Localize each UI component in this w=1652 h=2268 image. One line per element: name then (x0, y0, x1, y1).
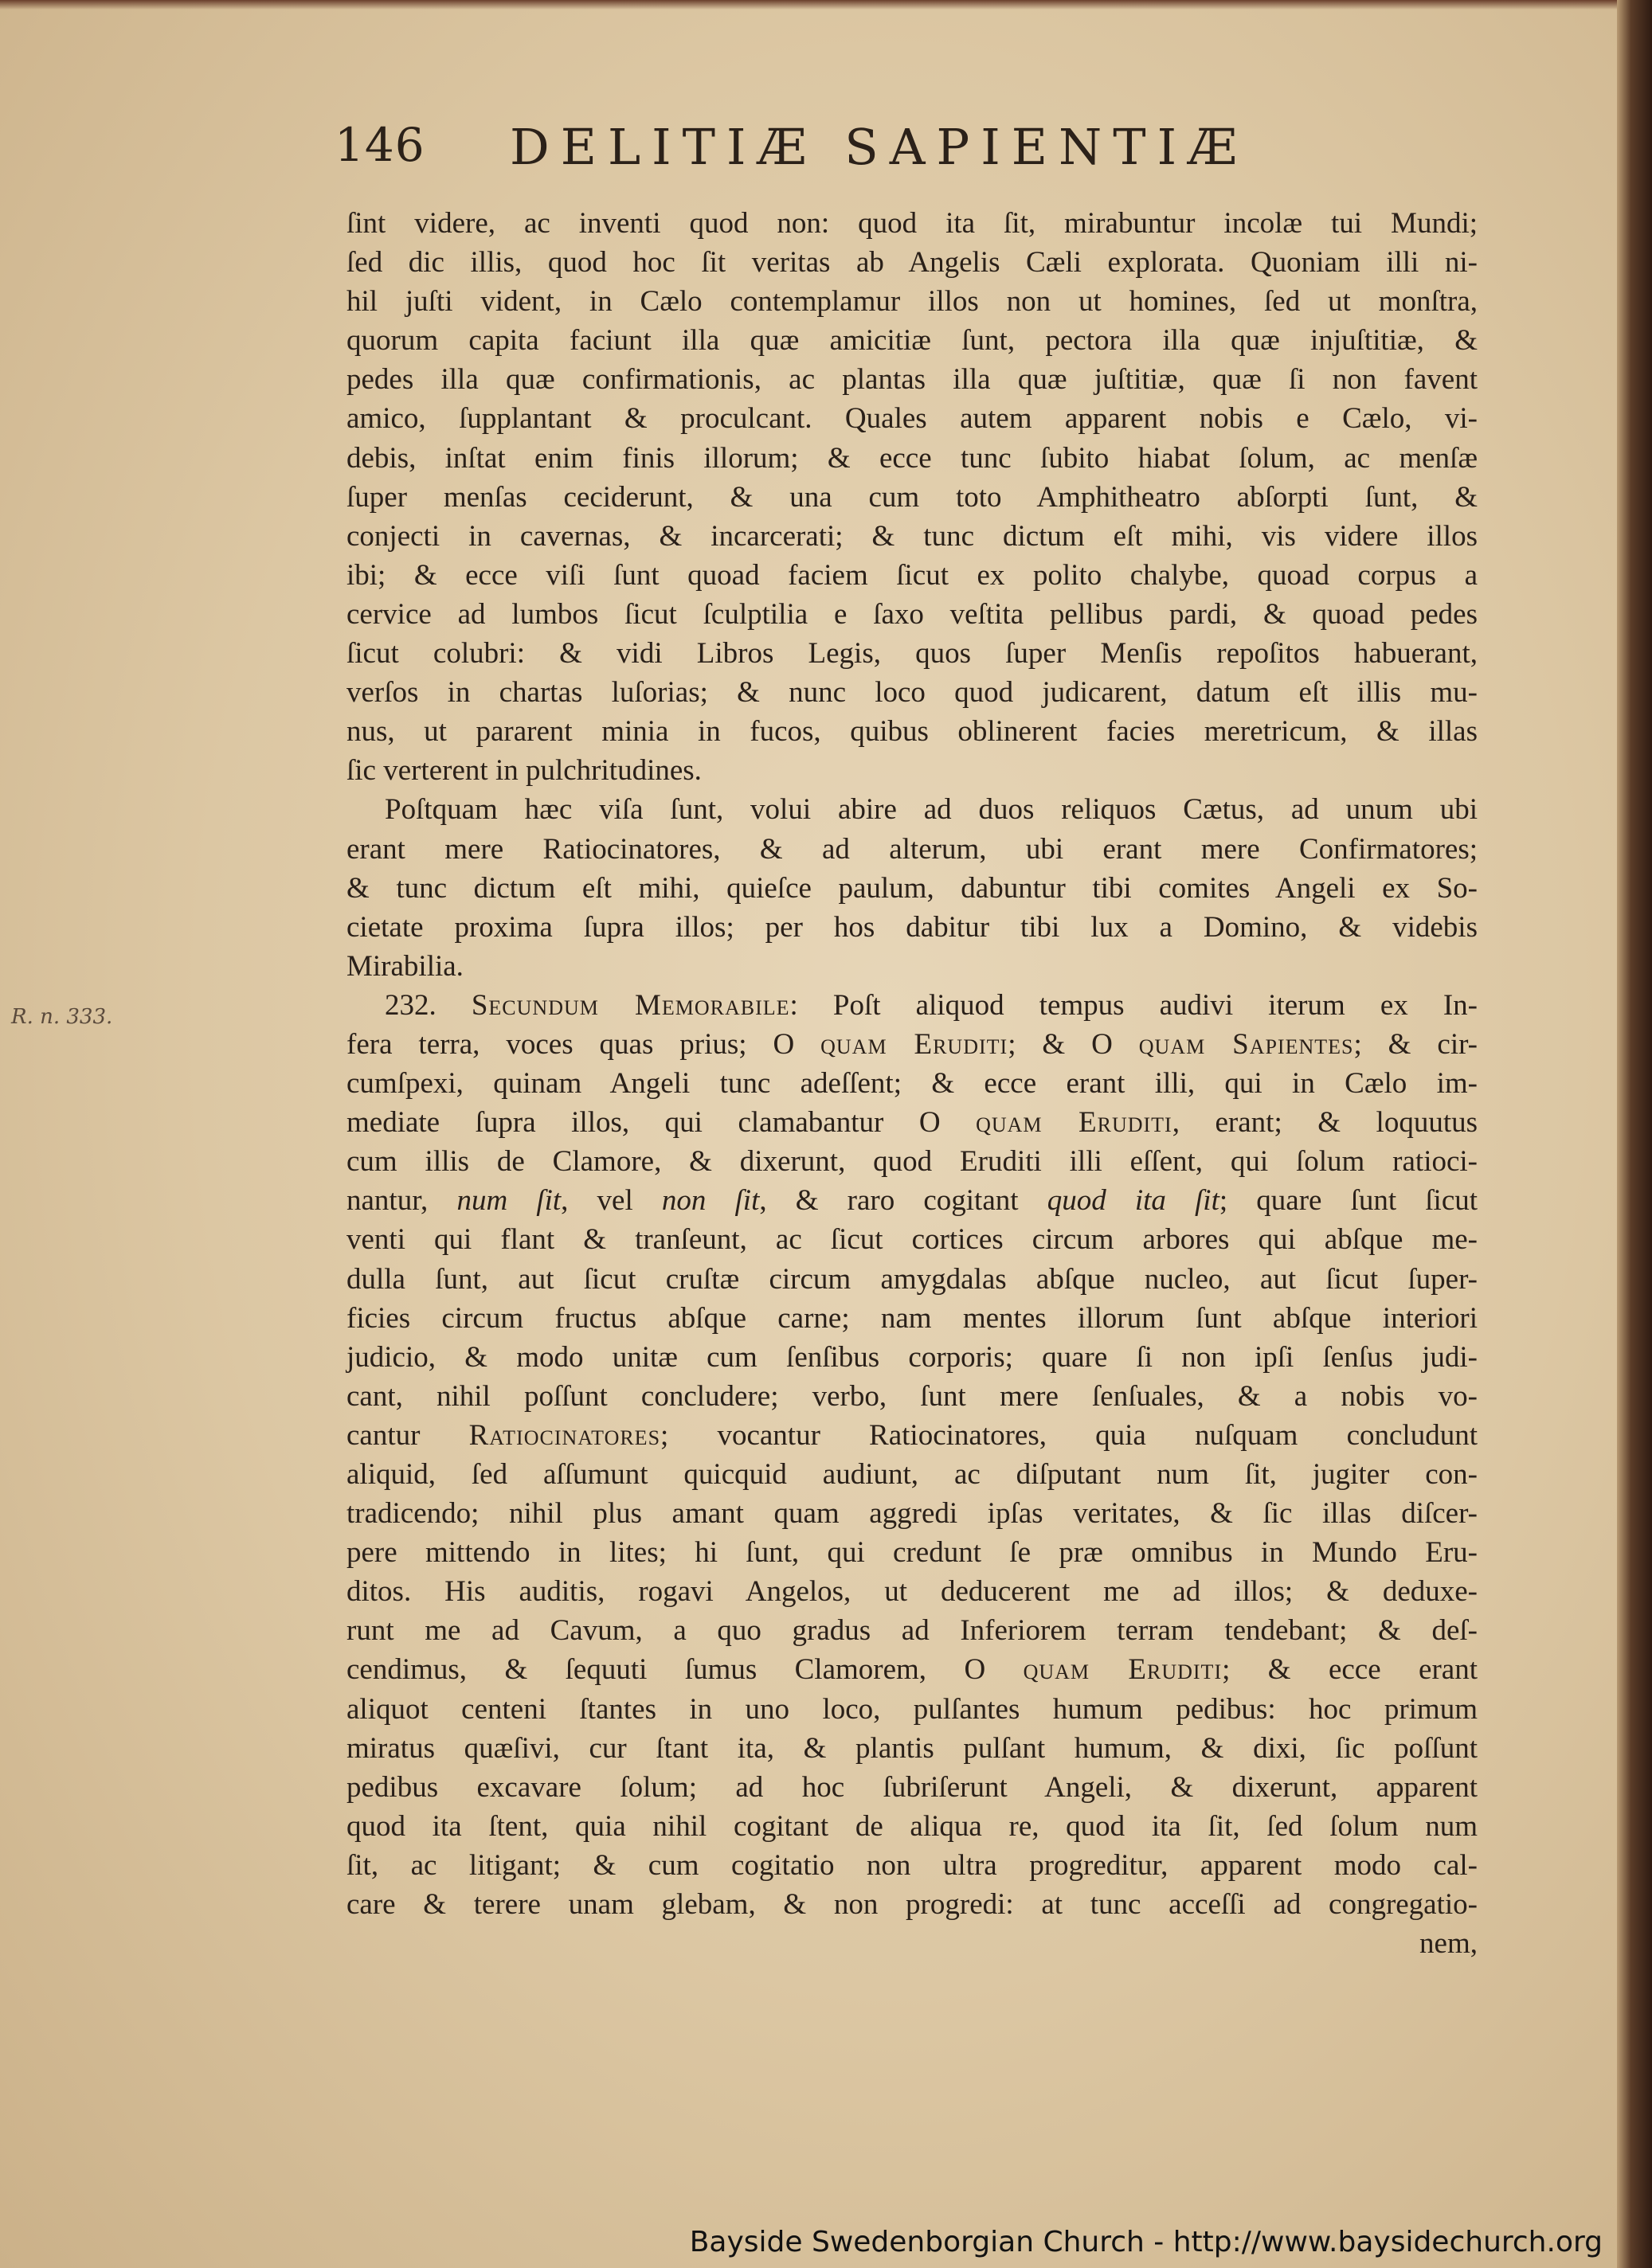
text-line: aliquot centeni ſtantes in uno loco, pulſantes humum pedibus: hoc primum (346, 1692, 1478, 1726)
text-run: nantur, (346, 1184, 457, 1218)
text-run: ; quare ſunt ſicut (1219, 1184, 1478, 1218)
text-run: cantur (346, 1418, 469, 1452)
text-line: amico, ſupplantant & proculcant. Quales autem apparent nobis e Cælo, vi- (346, 402, 1478, 436)
text-line: quorum capita faciunt illa quæ amicitiæ ſunt, pectora illa quæ injuſtitiæ, & (346, 324, 1478, 358)
text-line (346, 1103, 1478, 1142)
text-line (346, 1650, 1478, 1689)
text-line: ſint videre, ac inventi quod non: quod ita ſit, mirabuntur incolæ tui Mundi; (346, 207, 1478, 240)
page-header (0, 118, 1617, 190)
text-run: cendimus, & ſequuti ſumus Clamorem, O (346, 1653, 1024, 1687)
text-line: tradicendo; nihil plus amant quam aggredi ipſas veritates, & ſic illas diſcer- (346, 1497, 1478, 1531)
body-text (346, 204, 1478, 1963)
small-caps-run: quam Eruditi (976, 1106, 1172, 1140)
section-number: 232. (385, 988, 436, 1022)
text-line: cum illis de Clamore, & dixerunt, quod Eruditi illi eſſent, qui ſolum ratioci- (346, 1145, 1478, 1179)
text-line: ſed dic illis, quod hoc ſit veritas ab Angelis Cæli explorata. Quoniam illi ni- (346, 246, 1478, 280)
italic-run: quod ita ſit (1047, 1184, 1219, 1218)
text-run: ; & O (1008, 1027, 1139, 1061)
text-line: judicio, & modo unitæ cum ſenſibus corporis; quare ſi non ipſi ſenſus judi- (346, 1340, 1478, 1374)
text-line: Poſtquam hæc viſa ſunt, volui abire ad duos reliquos Cætus, ad unum ubi (385, 793, 1478, 827)
text-line: ſit, ac litigant; & cum cogitatio non ultra progreditur, apparent modo cal- (346, 1848, 1478, 1882)
text-run: , vel (561, 1184, 662, 1218)
text-line: debis, inſtat enim finis illorum; & ecce tunc ſubito hiabat ſolum, ac menſæ (346, 441, 1478, 475)
italic-run: num ſit (456, 1184, 562, 1218)
text-line: cumſpexi, quinam Angeli tunc adeſſent; & ecce erant illi, qui in Cælo im- (346, 1067, 1478, 1101)
text-line: aliquid, ſed aſſumunt quicquid audiunt, ac diſputant num ſit, jugiter con- (346, 1458, 1478, 1491)
text-line: pedibus excavare ſolum; ad hoc ſubriſerunt Angeli, & dixerunt, apparent (346, 1770, 1478, 1804)
text-line: care & terere unam glebam, & non progredi: at tunc acceſſi ad congregatio- (346, 1888, 1478, 1922)
text-line: quod ita ſtent, quia nihil cogitant de aliqua re, quod ita ſit, ſed ſolum num (346, 1809, 1478, 1843)
text-line: ibi; & ecce viſi ſunt quoad faciem ſicut ex polito chalybe, quoad corpus a (346, 558, 1478, 592)
text-run: : Poſt aliquod tempus audivi iterum ex In- (789, 988, 1478, 1022)
text-line: cervice ad lumbos ſicut ſculptilia e ſaxo veſtita pellibus pardi, & quoad pedes (346, 597, 1478, 631)
page-top-edge (0, 0, 1617, 10)
text-run: , & raro cogitant (759, 1184, 1047, 1218)
text-line (346, 1181, 1478, 1220)
text-line: ſuper menſas ceciderunt, & una cum toto Amphitheatro abſorpti ſunt, & (346, 480, 1478, 514)
page-number: 146 (335, 118, 425, 172)
text-line: ficies circum fructus abſque carne; nam mentes illorum ſunt abſque interiori (346, 1301, 1478, 1335)
text-line: ſic verterent in pulchritudines. (346, 754, 702, 788)
text-line: pedes illa quæ confirmationis, ac plantas illa quæ juſtitiæ, quæ ſi non favent (346, 363, 1478, 397)
watermark-caption: Bayside Swedenborgian Church - http://www.baysidechurch.org (689, 2226, 1603, 2258)
text-run: mediate ſupra illos, qui clamabantur O (346, 1106, 977, 1140)
text-line: runt me ad Cavum, a quo gradus ad Inferiorem terram tendebant; & deſ- (346, 1614, 1478, 1648)
text-line: nus, ut pararent minia in fucos, quibus oblinerent facies meretricum, & illas (346, 715, 1478, 749)
text-line: Mirabilia. (346, 949, 464, 983)
book-spine-edge (1617, 0, 1652, 2268)
text-run: ; & cir- (1353, 1027, 1478, 1061)
text-line: hil juſti vident, in Cælo contemplamur illos non ut homines, ſed ut monſtra, (346, 285, 1478, 319)
small-caps-run: quam Sapientes (1138, 1027, 1354, 1061)
margin-annotation: R. n. 333. (11, 1005, 113, 1029)
paragraph-1 (346, 204, 1478, 790)
small-caps-run: Ratiocinatores (468, 1418, 661, 1452)
paragraph-3-memorable (346, 986, 1478, 1963)
text-line: dulla ſunt, aut ſicut cruſtæ circum amygdalas abſque nucleo, aut ſicut ſuper- (346, 1262, 1478, 1296)
text-line: miratus quæſivi, cur ſtant ita, & plantis pulſant humum, & dixi, ſic poſſunt (346, 1731, 1478, 1765)
text-line (346, 1416, 1478, 1455)
text-line (346, 986, 1478, 1025)
text-line (346, 1025, 1478, 1064)
text-line: conjecti in cavernas, & incarcerati; & tunc dictum eſt mihi, vis videre illos (346, 519, 1478, 553)
text-line: venti qui flant & tranſeunt, ac ſicut cortices circum arbores qui abſque me- (346, 1223, 1478, 1257)
text-line: & tunc dictum eſt mihi, quieſce paulum, dabuntur tibi comites Angeli ex So- (346, 871, 1478, 905)
text-line: ſicut colubri: & vidi Libros Legis, quos ſuper Menſis repoſitos habuerant, (346, 637, 1478, 671)
paragraph-2 (346, 790, 1478, 985)
text-run: , erant; & loquutus (1172, 1106, 1478, 1140)
catchword: nem, (1419, 1927, 1478, 1961)
small-caps-run: quam Eruditi (1023, 1653, 1223, 1687)
text-line: erant mere Ratiocinatores, & ad alterum, ubi erant mere Confirmatores; (346, 832, 1478, 866)
text-line: pere mittendo in lites; hi ſunt, qui credunt ſe præ omnibus in Mundo Eru- (346, 1536, 1478, 1570)
section-heading: Secundum Memorabile (471, 988, 790, 1022)
text-line: verſos in chartas luſorias; & nunc loco quod judicarent, datum eſt illis mu- (346, 676, 1478, 710)
italic-run: non ſit (661, 1184, 760, 1218)
text-line: cant, nihil poſſunt concludere; verbo, ſunt mere ſenſuales, & a nobis vo- (346, 1379, 1478, 1413)
text-line: ditos. His auditis, rogavi Angelos, ut deducerent me ad illos; & deduxe- (346, 1575, 1478, 1609)
text-line: cietate proxima ſupra illos; per hos dabitur tibi lux a Domino, & videbis (346, 910, 1478, 944)
text-run: ; vocantur Ratiocinatores, quia nuſquam concludunt (660, 1418, 1478, 1452)
running-title: DELITIÆ SAPIENTIÆ (510, 118, 1249, 176)
text-run: fera terra, voces quas prius; O (346, 1027, 821, 1061)
text-run: ; & ecce erant (1222, 1653, 1478, 1687)
small-caps-run: quam Eruditi (820, 1027, 1008, 1061)
